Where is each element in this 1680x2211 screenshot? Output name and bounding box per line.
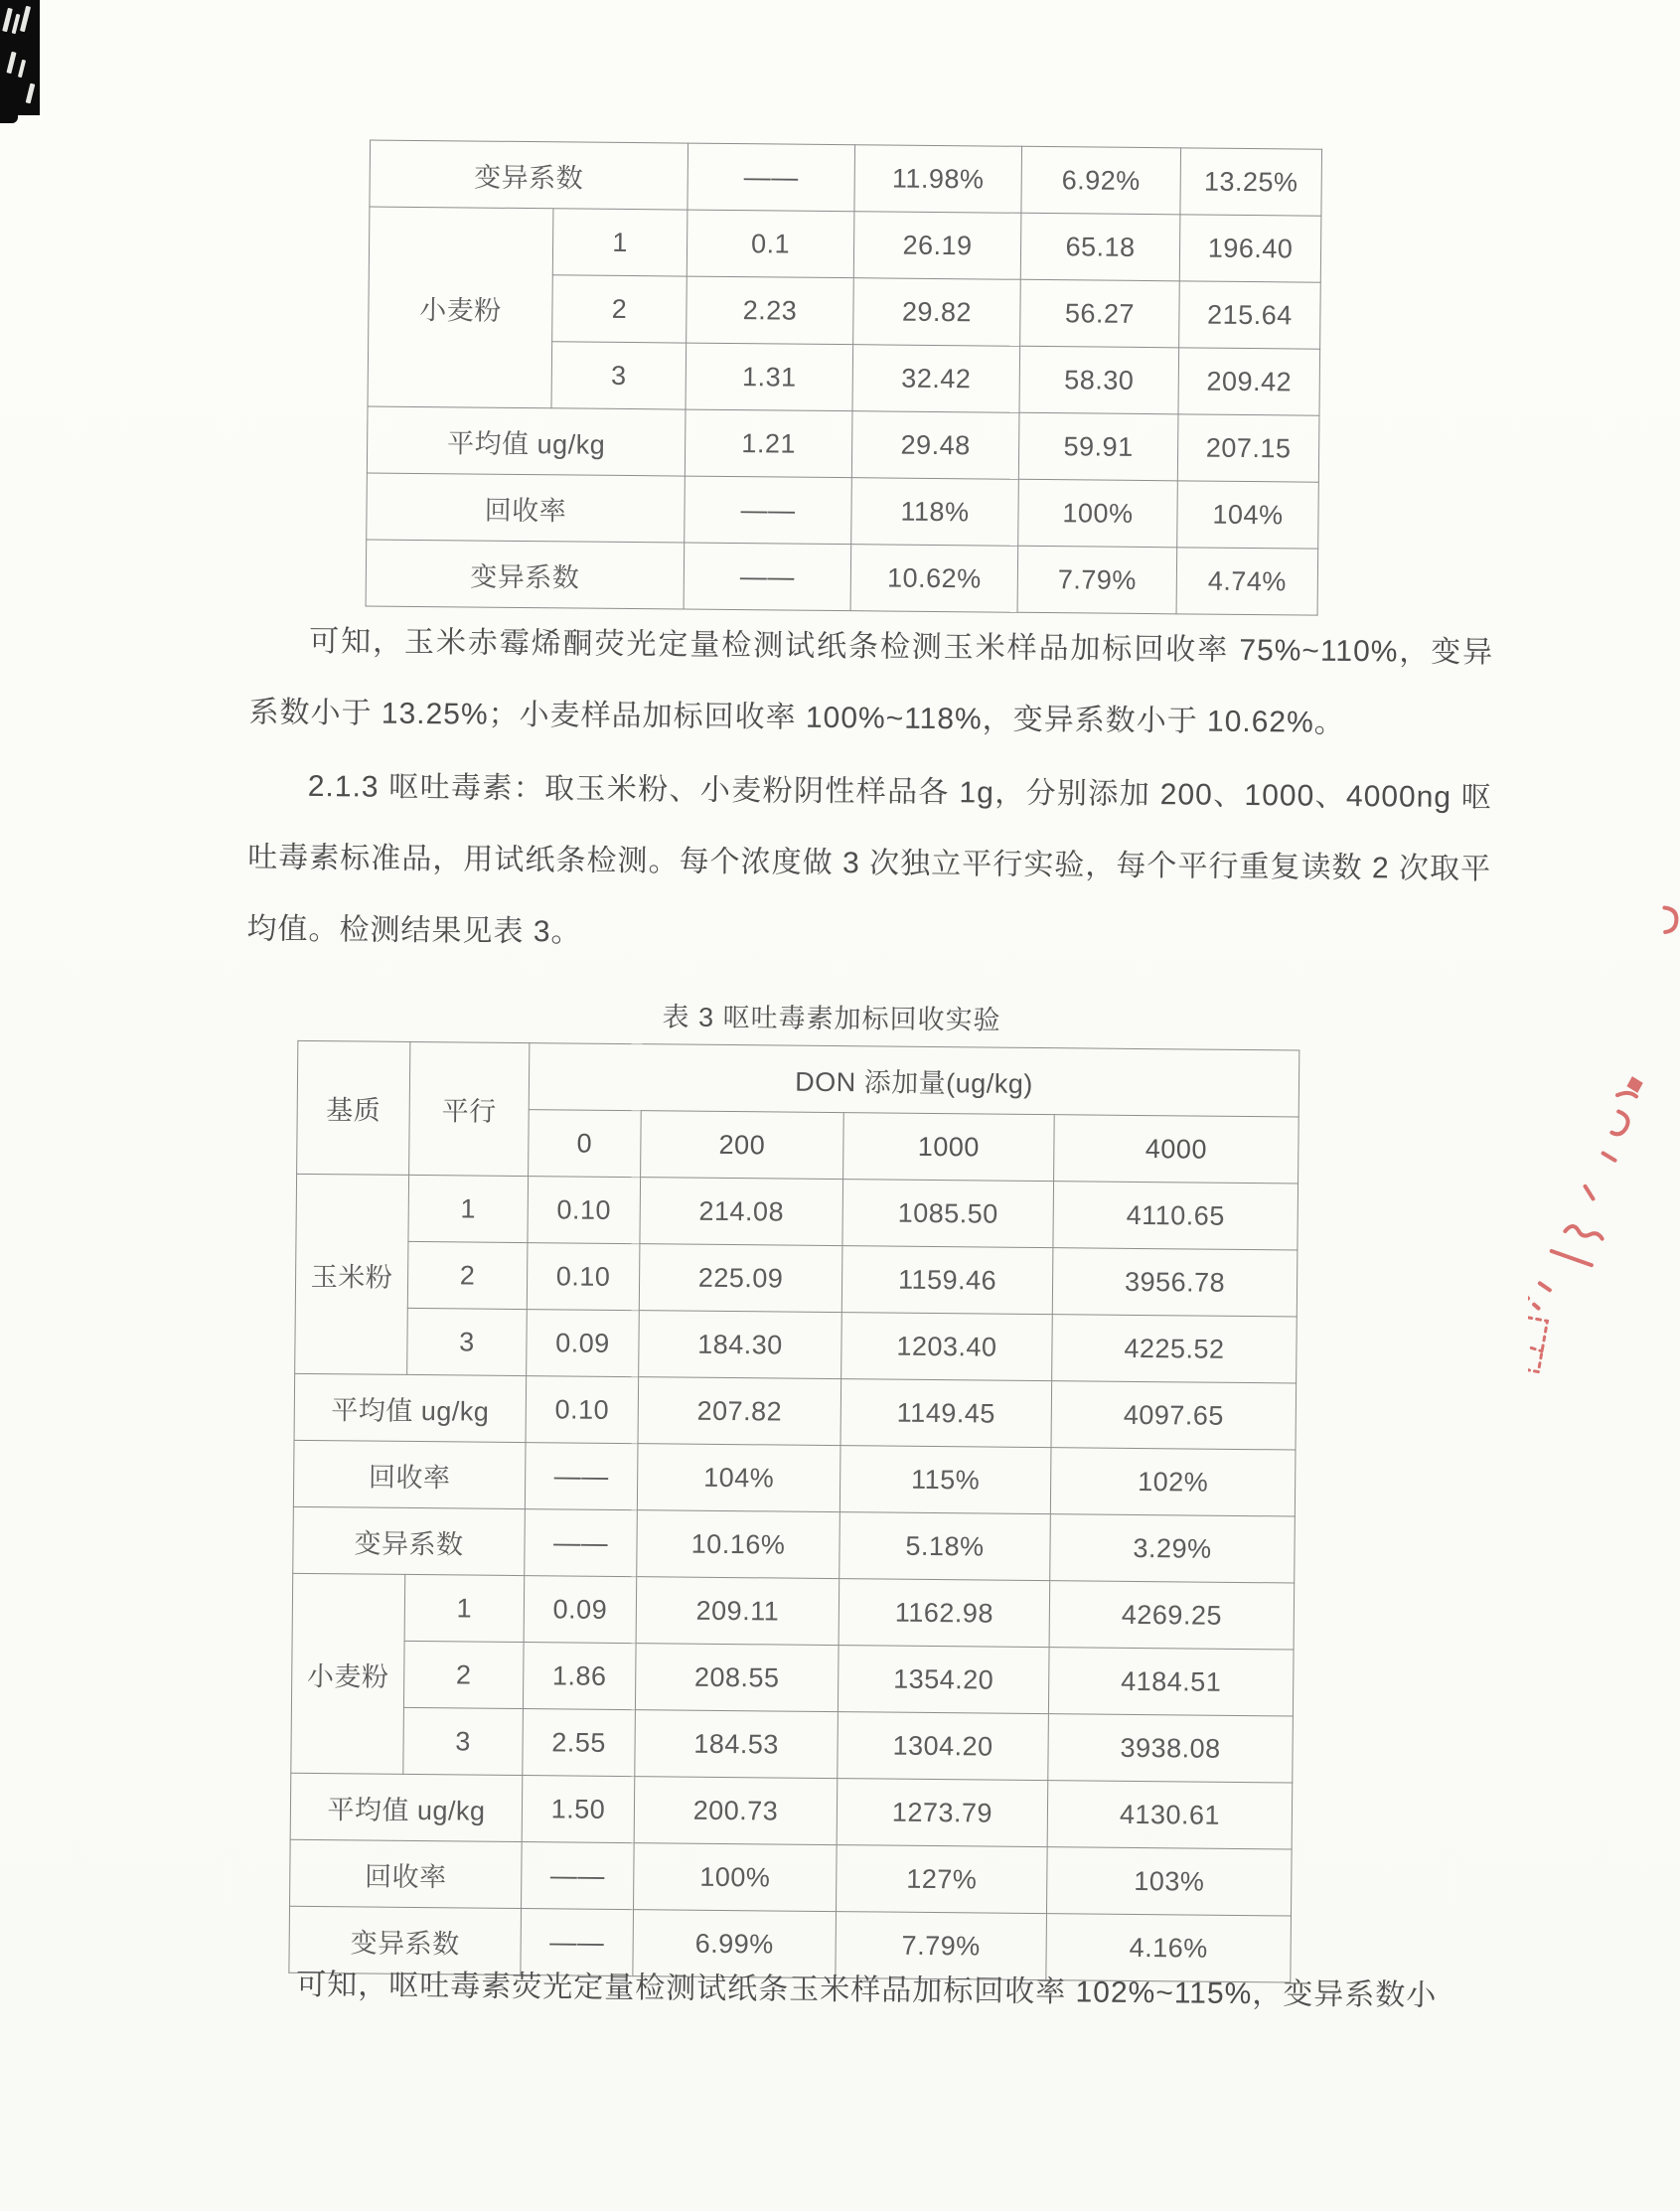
value-cell: 56.27	[1020, 279, 1180, 348]
wheat-rep1-row	[292, 1573, 1295, 1650]
value-cell: ——	[522, 1842, 635, 1910]
paragraph-don-conclusion: 可知，呕吐毒素荧光定量检测试纸条玉米样品加标回收率 102%~115%，变异系数小	[296, 1968, 1438, 2012]
table3-caption: 表 3 呕吐毒素加标回收实验	[662, 1002, 1001, 1035]
value-cell: 1.31	[686, 343, 853, 411]
value-cell: 4184.51	[1048, 1648, 1294, 1716]
value-cell: 1354.20	[838, 1646, 1049, 1714]
row-label-cell: 平均值 ug/kg	[290, 1773, 523, 1841]
value-cell: ——	[685, 476, 852, 545]
value-cell: 4.16%	[1046, 1914, 1292, 1982]
value-cell: 3956.78	[1052, 1248, 1298, 1317]
value-cell: 1.86	[523, 1643, 636, 1710]
value-cell: ——	[687, 143, 855, 212]
value-cell: 0.10	[526, 1376, 639, 1444]
replicate-cell: 1	[404, 1574, 525, 1642]
value-cell: 0.10	[528, 1177, 641, 1244]
value-cell: 4.74%	[1176, 548, 1318, 615]
value-cell: 2.55	[523, 1709, 636, 1777]
value-cell: 184.30	[639, 1311, 842, 1379]
value-cell: 1085.50	[842, 1180, 1054, 1248]
value-cell: 4130.61	[1047, 1781, 1293, 1849]
value-cell: 1.21	[685, 409, 852, 478]
value-cell: 215.64	[1179, 281, 1321, 349]
value-cell: ——	[521, 1909, 634, 1976]
value-cell: 127%	[836, 1845, 1047, 1914]
matrix-label-cell: 玉米粉	[295, 1174, 409, 1374]
value-cell: 100%	[1018, 479, 1178, 548]
row-label-cell: 变异系数	[370, 140, 688, 210]
wheat-rep2-row	[291, 1640, 1294, 1716]
value-cell: 58.30	[1019, 346, 1179, 414]
replicate-header-cell: 平行	[409, 1041, 530, 1176]
value-cell: 11.98%	[854, 145, 1022, 214]
value-cell: 184.53	[635, 1710, 839, 1779]
mean-row	[367, 406, 1319, 482]
spike-level-cell: 4000	[1054, 1115, 1299, 1184]
value-cell: 102%	[1050, 1448, 1296, 1516]
value-cell: 4269.25	[1049, 1581, 1295, 1650]
matrix-header-cell: 基质	[297, 1040, 410, 1175]
recovery-row	[367, 473, 1319, 549]
value-cell: 10.16%	[637, 1510, 840, 1579]
value-cell: 7.79%	[1017, 546, 1177, 614]
value-cell: 1159.46	[841, 1246, 1053, 1315]
matrix-label-cell: 小麦粉	[291, 1573, 405, 1774]
value-cell: 0.09	[527, 1310, 640, 1377]
matrix-label-cell: 小麦粉	[368, 207, 553, 408]
value-cell: 6.92%	[1021, 146, 1181, 215]
replicate-cell: 3	[551, 342, 687, 409]
value-cell: 3938.08	[1048, 1714, 1294, 1783]
corn-rep3-row	[295, 1307, 1298, 1383]
value-cell: 0.10	[527, 1243, 640, 1311]
row-label-cell: 平均值 ug/kg	[367, 406, 686, 476]
value-cell: 1149.45	[840, 1379, 1052, 1448]
value-cell: ——	[525, 1443, 638, 1510]
value-cell: 1162.98	[839, 1579, 1050, 1648]
replicate-cell: 3	[403, 1707, 524, 1775]
value-cell: 4225.52	[1052, 1315, 1298, 1383]
value-cell: ——	[684, 543, 851, 611]
wheat-recovery-row	[290, 1839, 1293, 1916]
value-cell: 200.73	[634, 1777, 838, 1845]
value-cell: 4097.65	[1051, 1381, 1297, 1450]
don-recovery-table	[288, 1040, 1299, 1983]
spike-level-cell: 1000	[843, 1113, 1055, 1182]
corn-cv-row	[293, 1506, 1296, 1583]
red-stamp-marks	[1528, 743, 1679, 1399]
replicate-cell: 2	[552, 275, 687, 343]
spike-level-cell: 0	[529, 1110, 642, 1178]
corn-rep1-row	[296, 1174, 1298, 1250]
value-cell: 214.08	[640, 1178, 843, 1246]
value-cell: 13.25%	[1180, 148, 1322, 216]
value-cell: 2.23	[687, 276, 854, 345]
value-cell: 207.15	[1177, 414, 1319, 482]
replicate-cell: 1	[552, 209, 687, 276]
value-cell: 100%	[634, 1843, 838, 1912]
corn-mean-row	[294, 1373, 1297, 1450]
value-cell: 3.29%	[1050, 1514, 1296, 1583]
value-cell: 0.1	[687, 210, 854, 278]
value-cell: 26.19	[853, 212, 1021, 280]
row-label-cell: 回收率	[293, 1440, 526, 1508]
replicate-cell: 2	[407, 1241, 528, 1309]
value-cell: 59.91	[1018, 412, 1178, 481]
cv-row	[366, 540, 1318, 615]
value-cell: 6.99%	[633, 1910, 837, 1978]
value-cell: 104%	[637, 1444, 840, 1512]
value-cell: 115%	[840, 1446, 1051, 1514]
value-cell: 32.42	[852, 345, 1020, 413]
value-cell: 1304.20	[838, 1712, 1049, 1781]
value-cell: 10.62%	[850, 545, 1018, 613]
row-label-cell: 变异系数	[289, 1906, 522, 1974]
value-cell: 209.42	[1178, 348, 1320, 415]
value-cell: 209.11	[636, 1577, 840, 1646]
wheat-mean-row	[290, 1773, 1293, 1849]
row-label-cell: 平均值 ug/kg	[294, 1373, 527, 1442]
corn-recovery-row	[293, 1440, 1296, 1516]
value-cell: 1273.79	[837, 1779, 1048, 1847]
wheat-rep1-row	[369, 207, 1321, 282]
value-cell: 207.82	[638, 1377, 841, 1446]
value-cell: 4110.65	[1053, 1182, 1298, 1250]
value-cell: 29.82	[853, 278, 1021, 347]
value-cell: 7.79%	[836, 1912, 1047, 1980]
value-cell: 0.09	[524, 1576, 637, 1644]
replicate-cell: 3	[407, 1308, 528, 1375]
value-cell: 208.55	[635, 1644, 839, 1712]
paragraph-zen-conclusion: 可知，玉米赤霉烯酮荧光定量检测试纸条检测玉米样品加标回收率 75%~110%，变异系数小于 13.25%；小麦样品加标回收率 100%~118%，变异系数小于 10.62%。	[248, 624, 1494, 739]
value-cell: 225.09	[639, 1244, 842, 1313]
row-label-cell: 回收率	[290, 1839, 523, 1908]
value-cell: 104%	[1177, 481, 1319, 549]
value-cell: 1.50	[522, 1776, 635, 1843]
value-cell: 196.40	[1179, 215, 1321, 282]
value-cell: 29.48	[851, 411, 1019, 480]
replicate-cell: 1	[408, 1175, 529, 1242]
row-label-cell: 变异系数	[293, 1506, 526, 1575]
value-cell: 65.18	[1020, 213, 1180, 281]
header-row	[297, 1040, 1299, 1117]
spike-level-span-header-cell: DON 添加量(ug/kg)	[529, 1043, 1299, 1117]
cv-row	[370, 140, 1322, 216]
value-cell: 5.18%	[840, 1512, 1051, 1581]
replicate-cell: 2	[403, 1641, 524, 1708]
value-cell: 118%	[851, 478, 1019, 547]
value-cell: 1203.40	[841, 1313, 1053, 1381]
paragraph-don-method: 2.1.3 呕吐毒素：取玉米粉、小麦粉阴性样品各 1g，分别添加 200、1000、4000ng 呕吐毒素标准品，用试纸条检测。每个浓度做 3 次独立平行实验，每个平行重复读数 2 次取平均值。检测结果见表 3。	[246, 769, 1492, 949]
spike-level-cell: 200	[641, 1111, 844, 1180]
wheat-rep3-row	[291, 1706, 1294, 1783]
row-label-cell: 回收率	[367, 473, 686, 543]
row-label-cell: 变异系数	[366, 540, 685, 609]
value-cell: ——	[525, 1509, 638, 1577]
value-cell: 103%	[1046, 1847, 1292, 1916]
corn-rep2-row	[295, 1240, 1298, 1317]
zearalenone-recovery-table	[366, 139, 1322, 615]
